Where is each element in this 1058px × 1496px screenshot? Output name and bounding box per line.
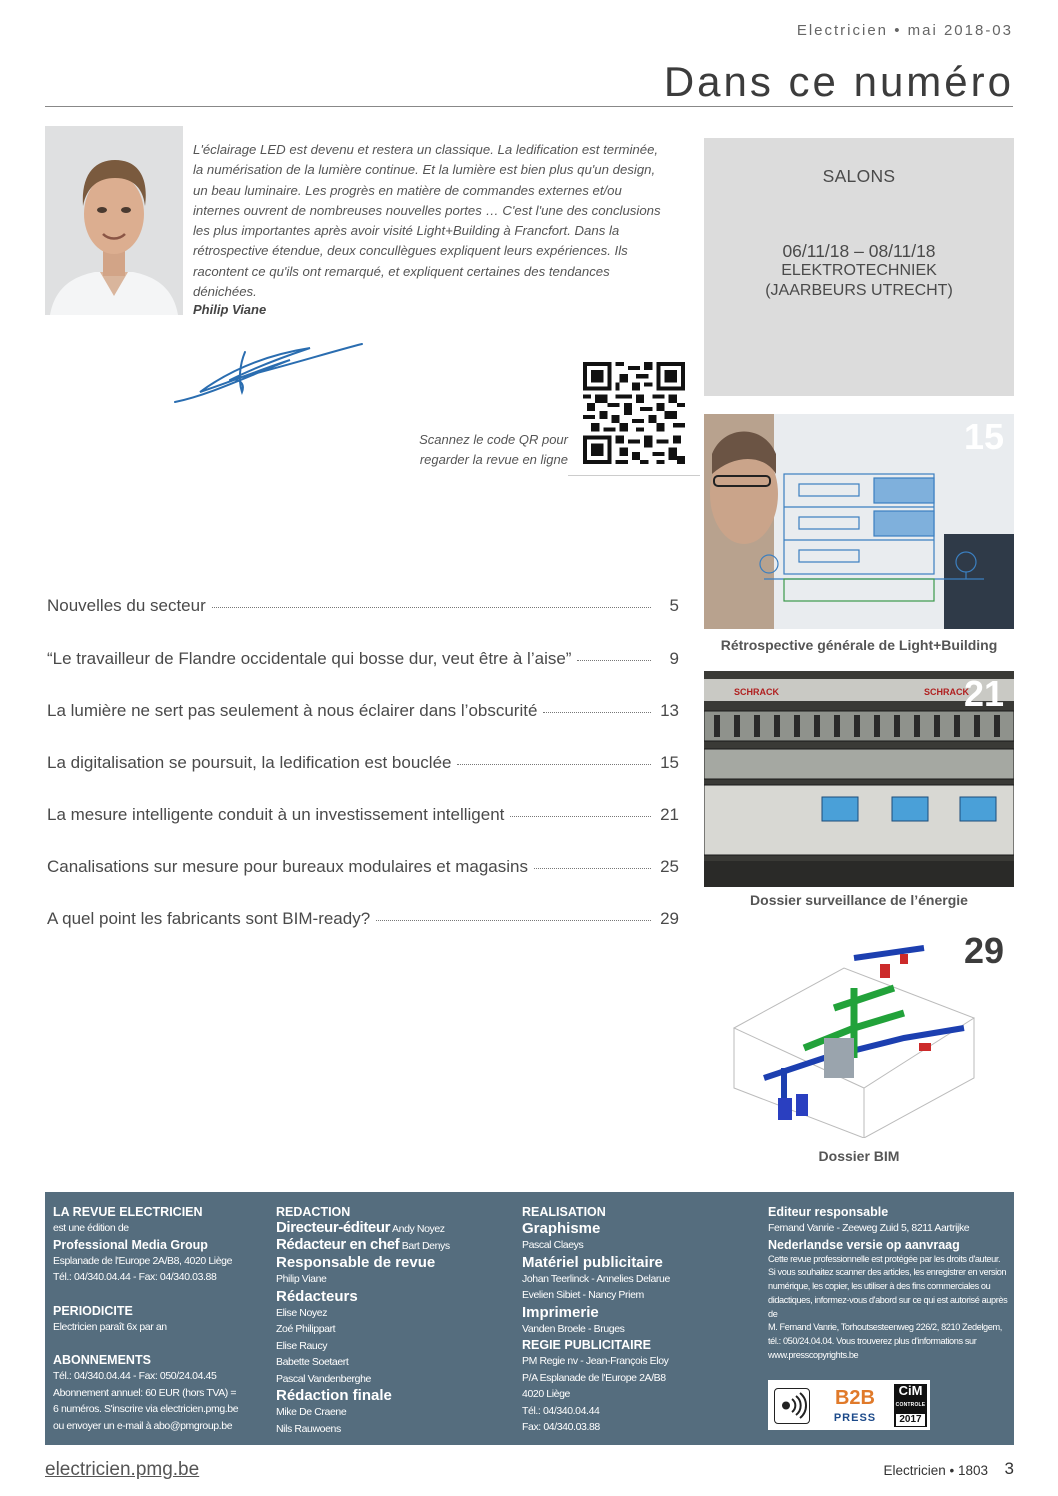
regie-line: Tél.: 04/340.04.44 — [522, 1404, 600, 1417]
abonnements-line: 6 numéros. S'inscrire via electricien.pmg.be — [53, 1403, 239, 1415]
toc-item-page: 13 — [660, 701, 679, 720]
feature-page-number: 21 — [963, 673, 1004, 714]
graphisme-name: Pascal Claeys — [522, 1239, 584, 1251]
materiel-name: Evelien Sibiet - Nancy Priem — [522, 1289, 644, 1301]
finale-name: Nils Rauwoens — [276, 1422, 341, 1435]
regie-line: 4020 Liège — [522, 1388, 570, 1400]
feature-caption[interactable]: Dossier BIM — [818, 1148, 900, 1164]
footer-issue: Electricien • 1803 — [883, 1463, 988, 1478]
toc-leader-dots — [577, 660, 651, 661]
issue-meta: Electricien • mai 2018-03 — [796, 22, 1013, 39]
legal-line: tél.: 050/24.04.04. Vous trouverez plus d'informations sur — [768, 1336, 977, 1347]
cim-year: 2017 — [896, 1414, 925, 1426]
qr-code[interactable] — [583, 362, 685, 464]
feature-caption[interactable]: Dossier surveillance de l’énergie — [750, 892, 968, 908]
salon-venue: (JAARBEURS UTRECHT) — [765, 282, 953, 299]
toc-item-title: A quel point les fabricants sont BIM-ready? — [47, 909, 371, 928]
title-divider — [45, 106, 1013, 107]
cabinet-label: SCHRACK — [924, 687, 969, 697]
toc-item[interactable] — [47, 649, 679, 669]
directeur-label: Directeur-éditeur — [276, 1219, 391, 1236]
colophon-col-publisher — [53, 1204, 273, 1434]
toc-item-page: 5 — [669, 596, 679, 615]
chef-line — [276, 1237, 511, 1254]
author-signature — [170, 340, 370, 410]
redacteurs-label: Rédacteurs — [276, 1287, 358, 1305]
publisher-phone: Tél.: 04/340.04.44 - Fax: 04/340.03.88 — [53, 1271, 217, 1283]
colophon-col-realisation — [522, 1204, 757, 1436]
qr-caption — [380, 430, 568, 470]
publisher-name: Professional Media Group — [53, 1237, 208, 1252]
toc-leader-dots — [510, 816, 651, 817]
toc-item[interactable] — [47, 701, 679, 721]
copyright-ear-icon — [774, 1388, 810, 1424]
b2b-logo-text: B2B — [834, 1387, 875, 1409]
salon-name: ELEKTROTECHNIEK — [781, 262, 937, 279]
realisation-title: REALISATION — [522, 1205, 606, 1219]
feature-page-number: 15 — [963, 416, 1004, 457]
toc-item-page: 29 — [660, 909, 679, 928]
toc-item-title: Canalisations sur mesure pour bureaux modulaires et magasins — [47, 857, 528, 876]
editeur-title: Editeur responsable — [768, 1205, 889, 1219]
graphisme-label: Graphisme — [522, 1220, 601, 1237]
periodicite-title: PERIODICITE — [53, 1303, 133, 1318]
regie-line: PM Regie nv - Jean-François Eloy — [522, 1355, 669, 1367]
redacteur-name: Elise Noyez — [276, 1306, 328, 1319]
editorial-author: Philip Viane — [193, 302, 267, 317]
certification-logos — [768, 1380, 930, 1430]
editeur-text: Fernand Vanrie - Zeeweg Zuid 5, 8211 Aartrijke — [768, 1222, 970, 1234]
responsable-label: Responsable de revue — [276, 1254, 436, 1271]
qr-caption-line: regarder la revue en ligne — [419, 452, 568, 467]
toc-leader-dots — [543, 712, 651, 713]
finale-label: Rédaction finale — [276, 1387, 392, 1404]
salon-date: 06/11/18 – 08/11/18 — [782, 241, 936, 261]
toc-item[interactable] — [47, 596, 679, 616]
b2b-press-logo — [828, 1388, 882, 1428]
redacteur-name: Babette Soetaert — [276, 1356, 349, 1368]
edition-of: est une édition de — [53, 1222, 129, 1234]
abonnements-line: Abonnement annuel: 60 EUR (hors TVA) = — [53, 1386, 237, 1399]
imprimerie-name: Vanden Broele - Bruges — [522, 1322, 625, 1335]
salons-title: SALONS — [822, 166, 896, 186]
directeur-name: Andy Noyez — [392, 1223, 445, 1235]
toc-item-title: La lumière ne sert pas seulement à nous éclairer dans l’obscurité — [47, 701, 538, 720]
toc-leader-dots — [376, 920, 651, 921]
qr-caption-line: Scannez le code QR pour — [419, 432, 568, 447]
cim-controle-text: CONTROLE — [895, 1402, 926, 1408]
cim-logo — [894, 1384, 927, 1427]
feature-caption[interactable]: Rétrospective générale de Light+Building — [720, 637, 998, 653]
revue-title: LA REVUE ELECTRICIEN — [53, 1205, 203, 1219]
responsable-name: Philip Viane — [276, 1273, 327, 1285]
feature-image-light-building[interactable] — [704, 414, 1014, 629]
toc-leader-dots — [534, 868, 651, 869]
toc-item-title: La mesure intelligente conduit à un investissement intelligent — [47, 805, 505, 824]
imprimerie-label: Imprimerie — [522, 1303, 599, 1321]
toc-item-page: 15 — [660, 753, 679, 772]
legal-line: M. Fernand Vanrie, Torhoutsesteenweg 226/2, 8210 Zedelgem, — [768, 1322, 1002, 1333]
toc-item-page: 9 — [669, 649, 679, 668]
toc-item[interactable] — [47, 753, 679, 773]
toc-item-title: “Le travailleur de Flandre occidentale qui bosse dur, veut être à l’aise” — [47, 649, 572, 668]
legal-line: Cette revue professionnelle est protégée par les droits d'auteur. — [768, 1253, 1001, 1264]
page-number: 3 — [1004, 1459, 1014, 1478]
qr-divider — [568, 475, 700, 476]
salons-box — [704, 138, 1014, 396]
abonnements-line: ou envoyer un e-mail à abo@pmgroup.be — [53, 1419, 233, 1432]
regie-title: REGIE PUBLICITAIRE — [522, 1338, 651, 1352]
materiel-name: Johan Teerlinck - Annelies Delarue — [522, 1272, 670, 1285]
materiel-label: Matériel publicitaire — [522, 1253, 663, 1271]
page-title: Dans ce numéro — [663, 58, 1014, 105]
nl-version-title: Nederlandse versie op aanvraag — [768, 1237, 960, 1252]
publisher-address: Esplanade de l'Europe 2A/B8, 4020 Liège — [53, 1254, 233, 1267]
legal-line: numérique, les copier, les utiliser à des fins commerciales ou — [768, 1281, 991, 1292]
author-portrait — [45, 126, 183, 315]
chef-label: Rédacteur en chef — [276, 1236, 400, 1253]
toc-item[interactable] — [47, 857, 679, 877]
colophon-col-redaction — [276, 1204, 511, 1437]
legal-line[interactable]: www.presscopyrights.be — [768, 1350, 859, 1361]
legal-line: didactiques, informez-vous d'abord sur ce qui est autorisé auprès de — [768, 1294, 1008, 1319]
redacteur-name: Elise Raucy — [276, 1339, 328, 1352]
toc-item-page: 21 — [660, 805, 679, 824]
feature-image-bim[interactable] — [704, 928, 1014, 1138]
feature-page-number: 29 — [963, 930, 1004, 971]
regie-line: Fax: 04/340.03.88 — [522, 1421, 600, 1433]
chef-name: Bart Denys — [401, 1240, 450, 1252]
toc-leader-dots — [457, 764, 651, 765]
toc-item[interactable] — [47, 909, 679, 929]
cabinet-label: SCHRACK — [734, 687, 779, 697]
toc-item-page: 25 — [660, 857, 679, 876]
editorial-text: L'éclairage LED est devenu et restera un classique. La ledification est terminée, la numérisation de la lumière continue. Et la lumière est bien plus qu'un design, un beau luminaire. Les progrès en matière de commandes externes et/ou internes ouvrent de nombreuses nouvelles portes … C'est l'une des conclusions les plus importantes après avoir visité Light+Building à Francfort. Dans la rétrospective étendue, deux concullègues expliquent leurs expériences. Ils racontent ce qu'ils ont remarqué, et expliquent certaines des tendances dénichées. — [193, 142, 661, 300]
feature-image-energy[interactable] — [704, 671, 1014, 887]
directeur-line — [276, 1220, 511, 1237]
redaction-title: REDACTION — [276, 1205, 351, 1219]
cim-logo-text: CiM — [898, 1383, 923, 1398]
periodicite-text: Electricien paraît 6x par an — [53, 1320, 167, 1333]
redacteur-name: Zoé Philippart — [276, 1323, 336, 1335]
abonnements-line: Tél.: 04/340.04.44 - Fax: 050/24.04.45 — [53, 1370, 217, 1382]
website-link[interactable]: electricien.pmg.be — [45, 1459, 200, 1480]
abonnements-title: ABONNEMENTS — [53, 1353, 151, 1367]
regie-line: P/A Esplanade de l'Europe 2A/B8 — [522, 1371, 666, 1384]
press-logo-text: PRESS — [833, 1412, 877, 1424]
colophon-col-editeur — [768, 1204, 1008, 1363]
toc-item-title: La digitalisation se poursuit, la ledification est bouclée — [47, 753, 452, 772]
toc-leader-dots — [212, 607, 651, 608]
finale-name: Mike De Craene — [276, 1406, 347, 1418]
legal-line: Si vous souhaitez scanner des articles, les enregistrer en version — [768, 1267, 1007, 1278]
toc-item[interactable] — [47, 805, 679, 825]
redacteur-name: Pascal Vandenberghe — [276, 1372, 371, 1385]
toc-item-title: Nouvelles du secteur — [47, 596, 206, 615]
